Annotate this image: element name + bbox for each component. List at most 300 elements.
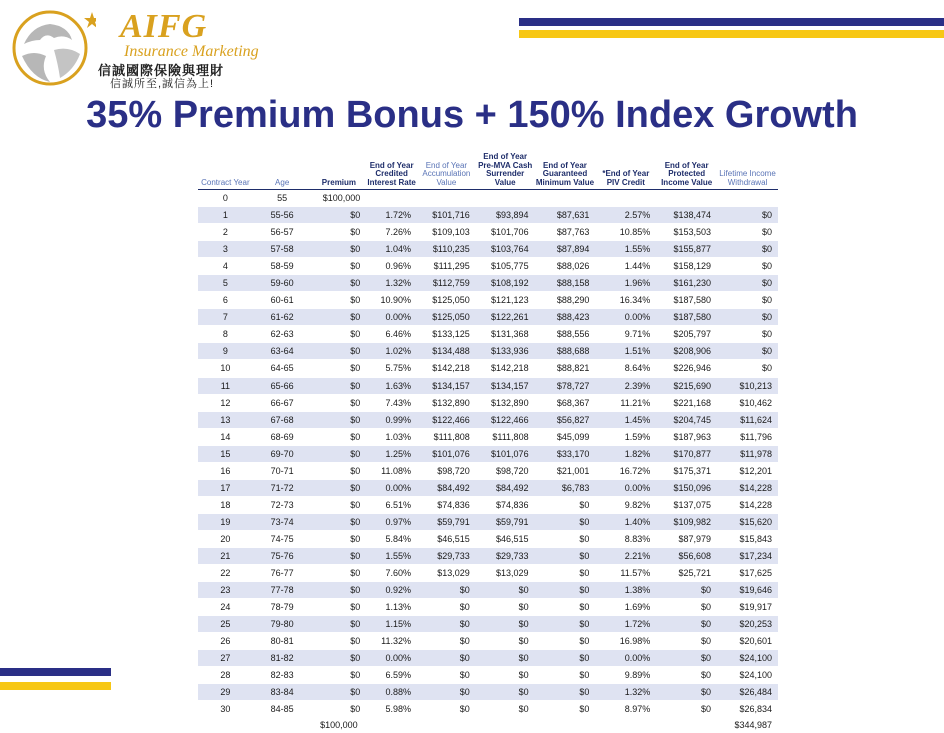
cell-age: 78-79	[253, 599, 312, 616]
cell-piv-credit: 1.55%	[595, 241, 656, 258]
cell-lifetime-income: $17,234	[717, 547, 778, 564]
total-empty-cell	[476, 718, 535, 733]
cell-credited-rate: 0.00%	[366, 479, 417, 496]
top-right-navy-bar	[519, 18, 944, 26]
cell-age: 71-72	[253, 479, 312, 496]
cell-premium: $0	[312, 411, 367, 428]
cell-guaranteed-min-value: $78,727	[535, 377, 596, 394]
cell-accumulation-value: $109,103	[417, 224, 476, 241]
cell-cash-surrender-value: $0	[476, 650, 535, 667]
cell-lifetime-income: $24,100	[717, 650, 778, 667]
header-age: Age	[253, 151, 312, 190]
cell-credited-rate: 10.90%	[366, 292, 417, 309]
cell-accumulation-value: $0	[417, 616, 476, 633]
cell-lifetime-income: $0	[717, 360, 778, 377]
cell-piv-credit: 0.00%	[595, 479, 656, 496]
cell-cash-surrender-value: $121,123	[476, 292, 535, 309]
cell-contract-year: 28	[198, 667, 253, 684]
cell-piv-credit: 1.82%	[595, 445, 656, 462]
cell-age: 73-74	[253, 513, 312, 530]
cell-premium: $0	[312, 513, 367, 530]
bottom-left-gold-bar	[0, 682, 111, 690]
cell-guaranteed-min-value: $56,827	[535, 411, 596, 428]
table-row	[198, 616, 778, 633]
cell-guaranteed-min-value: $21,001	[535, 462, 596, 479]
logo-subtitle: Insurance Marketing	[124, 43, 259, 60]
cell-age: 82-83	[253, 667, 312, 684]
cell-accumulation-value: $122,466	[417, 411, 476, 428]
cell-piv-credit: 1.69%	[595, 599, 656, 616]
cell-cash-surrender-value: $0	[476, 684, 535, 701]
cell-contract-year: 23	[198, 582, 253, 599]
cell-cash-surrender-value: $0	[476, 599, 535, 616]
cell-piv-credit: 1.38%	[595, 582, 656, 599]
illustration-table	[198, 151, 778, 733]
cell-premium: $0	[312, 292, 367, 309]
table-body	[198, 190, 778, 733]
cell-contract-year: 25	[198, 616, 253, 633]
cell-cash-surrender-value: $0	[476, 667, 535, 684]
cell-protected-income-value: $205,797	[656, 326, 717, 343]
cell-guaranteed-min-value	[535, 190, 596, 207]
table-row	[198, 701, 778, 718]
cell-credited-rate: 5.98%	[366, 701, 417, 718]
cell-premium: $0	[312, 479, 367, 496]
table-row	[198, 343, 778, 360]
logo-chinese-name: 信誠國際保險與理財	[98, 63, 225, 78]
cell-contract-year: 26	[198, 633, 253, 650]
cell-premium: $0	[312, 428, 367, 445]
cell-protected-income-value: $25,721	[656, 565, 717, 582]
cell-protected-income-value	[656, 190, 717, 207]
cell-cash-surrender-value: $122,261	[476, 309, 535, 326]
table-row	[198, 377, 778, 394]
cell-guaranteed-min-value: $88,423	[535, 309, 596, 326]
cell-cash-surrender-value: $13,029	[476, 565, 535, 582]
cell-guaranteed-min-value: $0	[535, 513, 596, 530]
cell-cash-surrender-value: $108,192	[476, 275, 535, 292]
cell-contract-year: 12	[198, 394, 253, 411]
cell-accumulation-value: $133,125	[417, 326, 476, 343]
cell-piv-credit: 11.21%	[595, 394, 656, 411]
cell-lifetime-income: $11,796	[717, 428, 778, 445]
cell-premium: $0	[312, 650, 367, 667]
total-empty-cell	[656, 718, 717, 733]
cell-credited-rate: 1.02%	[366, 343, 417, 360]
total-empty-cell	[595, 718, 656, 733]
cell-contract-year: 0	[198, 190, 253, 207]
cell-age: 77-78	[253, 582, 312, 599]
cell-guaranteed-min-value: $88,158	[535, 275, 596, 292]
table-row	[198, 224, 778, 241]
cell-credited-rate: 0.96%	[366, 258, 417, 275]
cell-cash-surrender-value: $0	[476, 582, 535, 599]
cell-guaranteed-min-value: $0	[535, 650, 596, 667]
cell-accumulation-value: $101,716	[417, 207, 476, 224]
cell-contract-year: 3	[198, 241, 253, 258]
cell-accumulation-value: $112,759	[417, 275, 476, 292]
cell-age: 67-68	[253, 411, 312, 428]
cell-age: 61-62	[253, 309, 312, 326]
cell-credited-rate: 1.04%	[366, 241, 417, 258]
cell-premium: $0	[312, 394, 367, 411]
header-guaranteed-minimum-value: End of Year Guaranteed Minimum Value	[535, 151, 596, 190]
cell-guaranteed-min-value: $68,367	[535, 394, 596, 411]
table-row	[198, 667, 778, 684]
cell-accumulation-value: $125,050	[417, 292, 476, 309]
cell-lifetime-income: $0	[717, 292, 778, 309]
cell-cash-surrender-value: $93,894	[476, 207, 535, 224]
cell-accumulation-value	[417, 190, 476, 207]
cell-credited-rate: 7.43%	[366, 394, 417, 411]
cell-contract-year: 21	[198, 547, 253, 564]
table-row	[198, 462, 778, 479]
cell-credited-rate: 1.03%	[366, 428, 417, 445]
cell-premium: $0	[312, 275, 367, 292]
cell-credited-rate: 1.72%	[366, 207, 417, 224]
cell-protected-income-value: $221,168	[656, 394, 717, 411]
cell-lifetime-income: $11,978	[717, 445, 778, 462]
cell-age: 69-70	[253, 445, 312, 462]
cell-accumulation-value: $110,235	[417, 241, 476, 258]
cell-lifetime-income: $11,624	[717, 411, 778, 428]
table-header-row	[198, 151, 778, 190]
cell-age: 80-81	[253, 633, 312, 650]
cell-contract-year: 16	[198, 462, 253, 479]
cell-credited-rate: 6.51%	[366, 496, 417, 513]
cell-cash-surrender-value: $74,836	[476, 496, 535, 513]
cell-protected-income-value: $0	[656, 582, 717, 599]
cell-premium: $0	[312, 582, 367, 599]
cell-lifetime-income: $26,834	[717, 701, 778, 718]
cell-guaranteed-min-value: $0	[535, 496, 596, 513]
cell-piv-credit: 16.72%	[595, 462, 656, 479]
table-row	[198, 275, 778, 292]
cell-contract-year: 22	[198, 565, 253, 582]
cell-lifetime-income: $24,100	[717, 667, 778, 684]
cell-cash-surrender-value: $103,764	[476, 241, 535, 258]
cell-protected-income-value: $56,608	[656, 547, 717, 564]
cell-cash-surrender-value: $0	[476, 616, 535, 633]
table-row	[198, 513, 778, 530]
table-row	[198, 496, 778, 513]
cell-premium: $0	[312, 207, 367, 224]
cell-piv-credit: 16.34%	[595, 292, 656, 309]
total-empty-cell	[198, 718, 253, 733]
cell-accumulation-value: $0	[417, 650, 476, 667]
cell-age: 76-77	[253, 565, 312, 582]
cell-premium: $0	[312, 701, 367, 718]
cell-age: 62-63	[253, 326, 312, 343]
cell-accumulation-value: $84,492	[417, 479, 476, 496]
cell-credited-rate: 0.97%	[366, 513, 417, 530]
cell-credited-rate: 0.92%	[366, 582, 417, 599]
cell-piv-credit: 8.64%	[595, 360, 656, 377]
cell-age: 64-65	[253, 360, 312, 377]
header-cash-surrender-value: End of Year Pre-MVA Cash Surrender Value	[476, 151, 535, 190]
cell-lifetime-income: $0	[717, 241, 778, 258]
cell-contract-year: 19	[198, 513, 253, 530]
cell-contract-year: 27	[198, 650, 253, 667]
cell-piv-credit: 11.57%	[595, 565, 656, 582]
cell-guaranteed-min-value: $87,894	[535, 241, 596, 258]
cell-cash-surrender-value: $142,218	[476, 360, 535, 377]
cell-premium: $0	[312, 445, 367, 462]
cell-contract-year: 1	[198, 207, 253, 224]
cell-age: 70-71	[253, 462, 312, 479]
cell-cash-surrender-value: $132,890	[476, 394, 535, 411]
cell-contract-year: 9	[198, 343, 253, 360]
cell-cash-surrender-value	[476, 190, 535, 207]
cell-accumulation-value: $125,050	[417, 309, 476, 326]
cell-piv-credit: 10.85%	[595, 224, 656, 241]
cell-protected-income-value: $175,371	[656, 462, 717, 479]
cell-guaranteed-min-value: $0	[535, 667, 596, 684]
cell-premium: $0	[312, 616, 367, 633]
table-row	[198, 428, 778, 445]
cell-cash-surrender-value: $101,076	[476, 445, 535, 462]
cell-lifetime-income: $19,646	[717, 582, 778, 599]
cell-contract-year: 17	[198, 479, 253, 496]
header-credited-interest-rate: End of Year Credited Interest Rate	[366, 151, 417, 190]
cell-premium: $0	[312, 599, 367, 616]
total-empty-cell	[366, 718, 417, 733]
cell-credited-rate: 7.26%	[366, 224, 417, 241]
cell-cash-surrender-value: $0	[476, 633, 535, 650]
cell-age: 63-64	[253, 343, 312, 360]
cell-contract-year: 14	[198, 428, 253, 445]
cell-accumulation-value: $46,515	[417, 530, 476, 547]
table-row	[198, 633, 778, 650]
cell-age: 66-67	[253, 394, 312, 411]
cell-guaranteed-min-value: $0	[535, 547, 596, 564]
cell-guaranteed-min-value: $88,290	[535, 292, 596, 309]
cell-premium: $0	[312, 241, 367, 258]
cell-credited-rate: 1.55%	[366, 547, 417, 564]
cell-accumulation-value: $134,157	[417, 377, 476, 394]
cell-contract-year: 10	[198, 360, 253, 377]
cell-credited-rate: 1.15%	[366, 616, 417, 633]
cell-protected-income-value: $0	[656, 701, 717, 718]
cell-lifetime-income: $0	[717, 275, 778, 292]
header-protected-income-value: End of Year Protected Income Value	[656, 151, 717, 190]
cell-protected-income-value: $0	[656, 633, 717, 650]
cell-guaranteed-min-value: $88,026	[535, 258, 596, 275]
cell-premium: $0	[312, 258, 367, 275]
cell-lifetime-income: $15,620	[717, 513, 778, 530]
cell-accumulation-value: $0	[417, 701, 476, 718]
cell-premium: $0	[312, 462, 367, 479]
cell-guaranteed-min-value: $0	[535, 701, 596, 718]
cell-premium: $0	[312, 565, 367, 582]
cell-lifetime-income: $0	[717, 309, 778, 326]
table-row	[198, 309, 778, 326]
cell-premium: $0	[312, 326, 367, 343]
cell-premium: $0	[312, 547, 367, 564]
cell-premium: $0	[312, 224, 367, 241]
cell-protected-income-value: $138,474	[656, 207, 717, 224]
cell-credited-rate: 6.59%	[366, 667, 417, 684]
cell-accumulation-value: $0	[417, 684, 476, 701]
cell-guaranteed-min-value: $0	[535, 565, 596, 582]
table-row	[198, 207, 778, 224]
cell-cash-surrender-value: $134,157	[476, 377, 535, 394]
cell-contract-year: 29	[198, 684, 253, 701]
table-row	[198, 582, 778, 599]
cell-accumulation-value: $59,791	[417, 513, 476, 530]
cell-piv-credit	[595, 190, 656, 207]
cell-cash-surrender-value: $131,368	[476, 326, 535, 343]
cell-accumulation-value: $142,218	[417, 360, 476, 377]
cell-guaranteed-min-value: $87,763	[535, 224, 596, 241]
cell-piv-credit: 1.51%	[595, 343, 656, 360]
table-row	[198, 650, 778, 667]
cell-credited-rate: 6.46%	[366, 326, 417, 343]
cell-protected-income-value: $0	[656, 599, 717, 616]
cell-contract-year: 6	[198, 292, 253, 309]
cell-premium: $0	[312, 377, 367, 394]
cell-premium: $0	[312, 530, 367, 547]
cell-protected-income-value: $137,075	[656, 496, 717, 513]
cell-lifetime-income: $0	[717, 258, 778, 275]
cell-protected-income-value: $153,503	[656, 224, 717, 241]
cell-premium: $0	[312, 633, 367, 650]
cell-guaranteed-min-value: $88,821	[535, 360, 596, 377]
cell-lifetime-income: $15,843	[717, 530, 778, 547]
table-row	[198, 394, 778, 411]
cell-premium: $0	[312, 360, 367, 377]
cell-protected-income-value: $0	[656, 650, 717, 667]
cell-lifetime-income: $0	[717, 326, 778, 343]
cell-credited-rate: 0.88%	[366, 684, 417, 701]
cell-piv-credit: 9.82%	[595, 496, 656, 513]
cell-guaranteed-min-value: $0	[535, 616, 596, 633]
cell-credited-rate: 5.75%	[366, 360, 417, 377]
total-empty-cell	[417, 718, 476, 733]
cell-protected-income-value: $0	[656, 667, 717, 684]
cell-protected-income-value: $109,982	[656, 513, 717, 530]
cell-credited-rate: 7.60%	[366, 565, 417, 582]
table-row	[198, 326, 778, 343]
cell-lifetime-income: $26,484	[717, 684, 778, 701]
cell-age: 55-56	[253, 207, 312, 224]
cell-lifetime-income: $12,201	[717, 462, 778, 479]
header-lifetime-income-withdrawal: Lifetime Income Withdrawal	[717, 151, 778, 190]
cell-protected-income-value: $150,096	[656, 479, 717, 496]
cell-lifetime-income: $0	[717, 224, 778, 241]
table-row	[198, 360, 778, 377]
total-lifetime-income: $344,987	[717, 718, 778, 733]
cell-premium: $0	[312, 343, 367, 360]
cell-piv-credit: 9.71%	[595, 326, 656, 343]
cell-protected-income-value: $187,963	[656, 428, 717, 445]
logo-chinese-slogan: 信誠所至,誠信為上!	[110, 78, 215, 90]
bottom-left-navy-bar	[0, 668, 111, 676]
cell-protected-income-value: $158,129	[656, 258, 717, 275]
cell-piv-credit: 1.32%	[595, 684, 656, 701]
header-accumulation-value: End of Year Accumulation Value	[417, 151, 476, 190]
cell-protected-income-value: $208,906	[656, 343, 717, 360]
total-empty-cell	[253, 718, 312, 733]
totals-row	[198, 718, 778, 733]
cell-credited-rate: 1.25%	[366, 445, 417, 462]
cell-guaranteed-min-value: $0	[535, 633, 596, 650]
cell-protected-income-value: $187,580	[656, 292, 717, 309]
table-row	[198, 445, 778, 462]
cell-contract-year: 7	[198, 309, 253, 326]
cell-premium: $0	[312, 496, 367, 513]
cell-protected-income-value: $187,580	[656, 309, 717, 326]
table-row	[198, 599, 778, 616]
cell-piv-credit: 16.98%	[595, 633, 656, 650]
cell-credited-rate: 1.32%	[366, 275, 417, 292]
cell-lifetime-income: $0	[717, 343, 778, 360]
cell-piv-credit: 2.57%	[595, 207, 656, 224]
cell-age: 75-76	[253, 547, 312, 564]
cell-guaranteed-min-value: $0	[535, 684, 596, 701]
cell-lifetime-income: $0	[717, 207, 778, 224]
cell-protected-income-value: $215,690	[656, 377, 717, 394]
cell-lifetime-income: $10,462	[717, 394, 778, 411]
cell-contract-year: 4	[198, 258, 253, 275]
cell-piv-credit: 1.72%	[595, 616, 656, 633]
cell-age: 59-60	[253, 275, 312, 292]
cell-piv-credit: 0.00%	[595, 650, 656, 667]
cell-cash-surrender-value: $122,466	[476, 411, 535, 428]
cell-credited-rate: 11.32%	[366, 633, 417, 650]
cell-age: 55	[253, 190, 312, 207]
cell-guaranteed-min-value: $45,099	[535, 428, 596, 445]
cell-credited-rate: 5.84%	[366, 530, 417, 547]
cell-piv-credit: 1.44%	[595, 258, 656, 275]
cell-protected-income-value: $87,979	[656, 530, 717, 547]
total-empty-cell	[535, 718, 596, 733]
cell-contract-year: 5	[198, 275, 253, 292]
total-premium: $100,000	[312, 718, 367, 733]
table-row	[198, 479, 778, 496]
cell-protected-income-value: $161,230	[656, 275, 717, 292]
cell-credited-rate: 1.13%	[366, 599, 417, 616]
cell-accumulation-value: $0	[417, 633, 476, 650]
table-row	[198, 411, 778, 428]
cell-age: 83-84	[253, 684, 312, 701]
table-row	[198, 190, 778, 207]
cell-contract-year: 30	[198, 701, 253, 718]
cell-age: 68-69	[253, 428, 312, 445]
cell-lifetime-income: $17,625	[717, 565, 778, 582]
cell-protected-income-value: $226,946	[656, 360, 717, 377]
cell-credited-rate: 1.63%	[366, 377, 417, 394]
cell-contract-year: 20	[198, 530, 253, 547]
cell-accumulation-value: $134,488	[417, 343, 476, 360]
cell-credited-rate: 0.00%	[366, 650, 417, 667]
cell-lifetime-income: $10,213	[717, 377, 778, 394]
cell-accumulation-value: $0	[417, 582, 476, 599]
header-premium: Premium	[312, 151, 367, 190]
cell-piv-credit: 1.40%	[595, 513, 656, 530]
table-row	[198, 241, 778, 258]
cell-protected-income-value: $0	[656, 684, 717, 701]
cell-credited-rate: 11.08%	[366, 462, 417, 479]
header-contract-year: Contract Year	[198, 151, 253, 190]
cell-age: 84-85	[253, 701, 312, 718]
cell-cash-surrender-value: $101,706	[476, 224, 535, 241]
cell-age: 57-58	[253, 241, 312, 258]
cell-accumulation-value: $13,029	[417, 565, 476, 582]
cell-accumulation-value: $132,890	[417, 394, 476, 411]
cell-age: 60-61	[253, 292, 312, 309]
cell-age: 74-75	[253, 530, 312, 547]
